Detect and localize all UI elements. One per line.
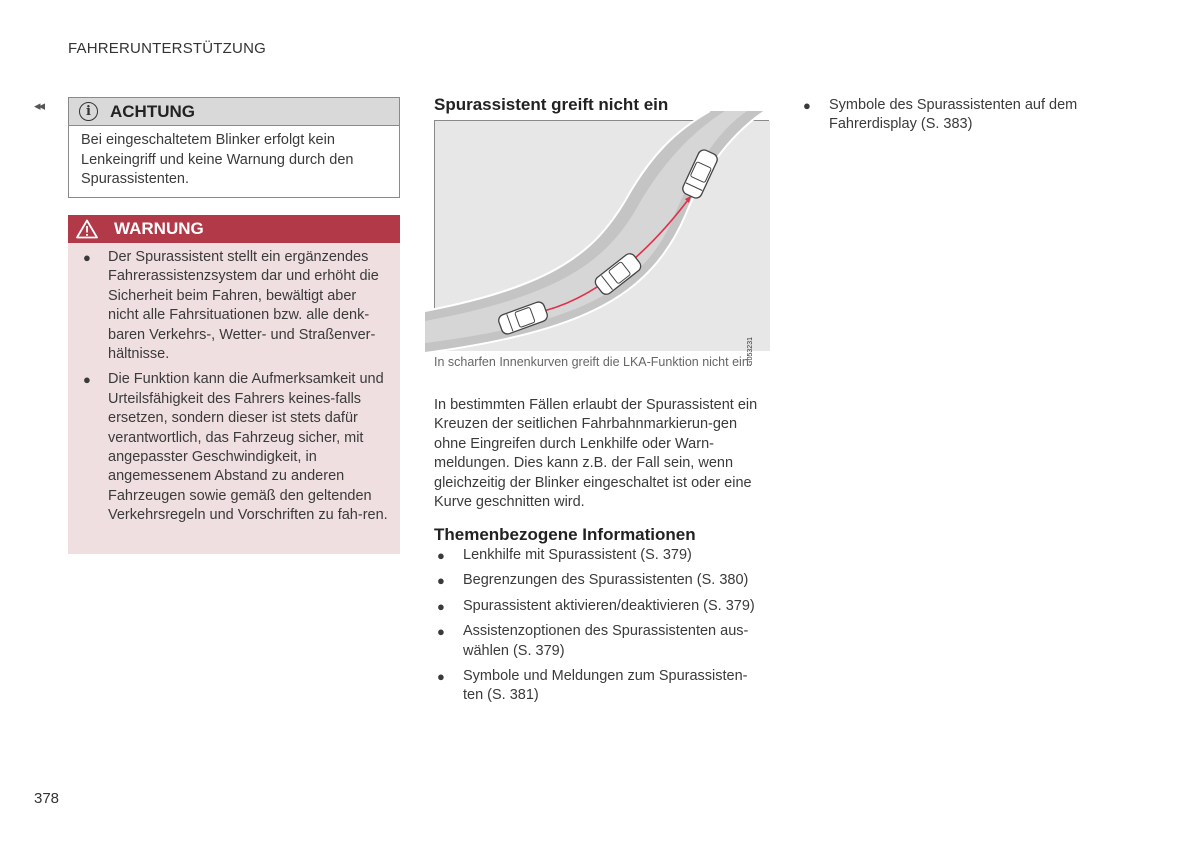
warnung-title: WARNUNG [114, 219, 204, 238]
topics-list-continued [800, 96, 1120, 135]
bullet-icon: ● [437, 598, 445, 614]
bullet-icon: ● [437, 573, 445, 589]
figure-caption: In scharfen Innenkurven greift die LKA-Funktion nicht ein. [434, 355, 753, 369]
list-item: ● Die Funktion kann die Aufmerksamkeit und Urteilsfähigkeit des Fahrers keines-falls ersetzen, sondern dieser ist stets dafür verantwortlich, das Fahrzeug sicher, mit angepasster Geschwindigkeit, in angemessenem Abstand zu anderen Fahrzeugen sowie gemäß den geltenden Verkehrsregeln und Vorschriften zu fah-ren. [83, 371, 388, 524]
achtung-title: ACHTUNG [110, 101, 195, 121]
bullet-icon: ● [803, 98, 811, 113]
continued-marker-icon: ◂◂ [34, 98, 44, 113]
topic-link[interactable]: ● Spurassistent aktivieren/deaktivieren (S. 379) [434, 597, 766, 616]
page-number: 378 [34, 790, 60, 807]
bullet-icon: ● [83, 250, 91, 265]
topic-link[interactable]: ● Symbole des Spurassistenten auf dem Fahrerdisplay (S. 383) [803, 97, 1078, 133]
achtung-body: Bei eingeschaltetem Blinker erfolgt kein Lenkeingriff und keine Warnung durch den Spurassistenten. [81, 132, 354, 187]
topics-title: Themenbezogene Informationen [434, 525, 696, 544]
warnung-header [68, 215, 400, 243]
topic-link[interactable]: ● Symbole und Meldungen zum Spurassisten-ten (S. 381) [437, 668, 748, 704]
section-header: FAHRERUNTERSTÜTZUNG [68, 40, 266, 57]
achtung-header [69, 98, 399, 126]
achtung-note [68, 97, 400, 198]
curve-road-diagram [435, 121, 770, 351]
bullet-icon: ● [437, 624, 445, 640]
topic-link[interactable]: ● Assistenzoptionen des Spurassistenten aus-wählen (S. 379) [437, 623, 749, 659]
bullet-icon: ● [83, 372, 91, 388]
info-icon: i [79, 102, 98, 121]
body-paragraph: In bestimmten Fällen erlaubt der Spurassistent ein Kreuzen der seitlichen Fahrbahnmarkierun-gen ohne Eingreifen durch Lenkhilfe oder Warn-meldungen. Dies kann z.B. der Fall sein, wenn gleichzeitig der Blinker eingeschaltet ist oder eine Kurve geschnitten wird. [434, 397, 758, 511]
topic-link[interactable]: ● Begrenzungen des Spurassistenten (S. 380) [434, 571, 766, 590]
topic-link[interactable]: ● Lenkhilfe mit Spurassistent (S. 379) [434, 546, 766, 565]
section-title: Spurassistent greift nicht ein [434, 95, 669, 114]
bullet-icon: ● [437, 548, 445, 563]
warnung-box [68, 215, 400, 554]
bullet-icon: ● [437, 669, 445, 685]
list-item: ● Der Spurassistent stellt ein ergänzendes Fahrerassistenzsystem dar und erhöht die Sicherheit beim Fahren, bewältigt aber nicht alle Fahrsituationen bzw. alle denk-baren Verkehrs-, Wetter- und Straßenver-hältnisse. [83, 249, 379, 363]
warning-triangle-icon [76, 219, 98, 239]
figure-code: G053231 [747, 337, 754, 366]
warnung-list [68, 243, 400, 526]
topics-list [434, 546, 766, 712]
